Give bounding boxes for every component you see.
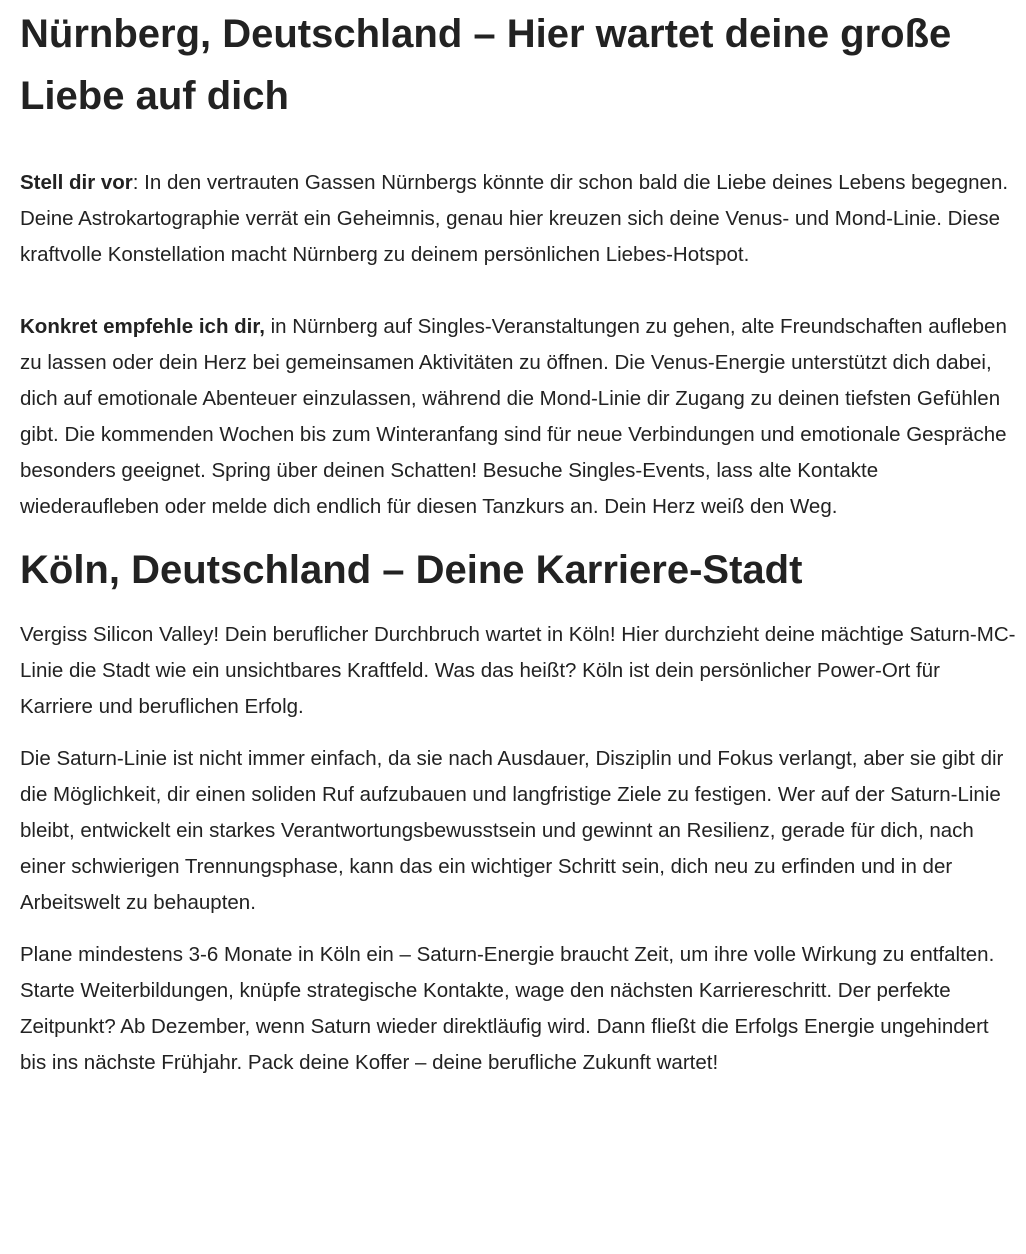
section-koeln bbox=[20, 539, 1016, 1081]
paragraph-koeln-saturn: Die Saturn-Linie ist nicht immer einfach, da sie nach Ausdauer, Disziplin und Fokus verlangt, aber sie gibt dir die Möglichkeit, dir einen soliden Ruf aufzubauen und langfristige Ziele zu festigen. Wer auf der Saturn-Linie bleibt, entwickelt ein starkes Verantwortungsbewusstsein und gewinnt an Resilienz, gerade für dich, nach einer schwierigen Trennungsphase, kann das ein wichtiger Schritt sein, dich neu zu erfinden und in der Arbeitswelt zu behaupten. bbox=[20, 747, 1004, 914]
paragraph-text: : In den vertrauten Gassen Nürnbergs könnte dir schon bald die Liebe deines Lebens begegnen. Deine Astrokartographie verrät ein Geheimnis, genau hier kreuzen sich deine Venus- und Mond-Linie. Diese kraftvolle Konstellation macht Nürnberg zu deinem persönlichen Liebes-Hotspot. bbox=[20, 171, 1009, 266]
paragraph-lead-bold: Konkret empfehle ich dir, bbox=[20, 315, 265, 338]
section-heading-nuernberg: Nürnberg, Deutschland – Hier wartet deine große Liebe auf dich bbox=[20, 12, 952, 118]
paragraph-koeln-plan: Plane mindestens 3-6 Monate in Köln ein – Saturn-Energie braucht Zeit, um ihre volle Wirkung zu entfalten. Starte Weiterbildungen, knüpfe strategische Kontakte, wage den nächsten Karriereschritt. Der perfekte Zeitpunkt? Ab Dezember, wenn Saturn wieder direktläufig wird. Dann fließt die Erfolgs Energie ungehindert bis ins nächste Frühjahr. Pack deine Koffer – deine berufliche Zukunft wartet! bbox=[20, 943, 995, 1074]
paragraph-text: in Nürnberg auf Singles-Veranstaltungen zu gehen, alte Freundschaften aufleben zu lassen oder dein Herz bei gemeinsamen Aktivitäten zu öffnen. Die Venus-Energie unterstützt dich dabei, dich auf emotionale Abenteuer einzulassen, während die Mond-Linie dir Zugang zu deinen tiefsten Gefühlen gibt. Die kommenden Wochen bis zum Winteranfang sind für neue Verbindungen und emotionale Gespräche besonders geeignet. Spring über deinen Schatten! Besuche Singles-Events, lass alte Kontakte wiederaufleben oder melde dich endlich für diesen Tanzkurs an. Dein Herz weiß den Weg. bbox=[20, 315, 1007, 518]
paragraph-nuernberg-intro bbox=[20, 165, 1016, 273]
section-nuernberg bbox=[20, 0, 1016, 525]
paragraph-lead-bold: Stell dir vor bbox=[20, 171, 133, 194]
section-heading-koeln: Köln, Deutschland – Deine Karriere-Stadt bbox=[20, 548, 803, 592]
paragraph-koeln-intro: Vergiss Silicon Valley! Dein beruflicher Durchbruch wartet in Köln! Hier durchzieht deine mächtige Saturn-MC-Linie die Stadt wie ein unsichtbares Kraftfeld. Was das heißt? Köln ist dein persönlicher Power-Ort für Karriere und beruflichen Erfolg. bbox=[20, 623, 1016, 718]
paragraph-nuernberg-recommendation bbox=[20, 309, 1016, 525]
